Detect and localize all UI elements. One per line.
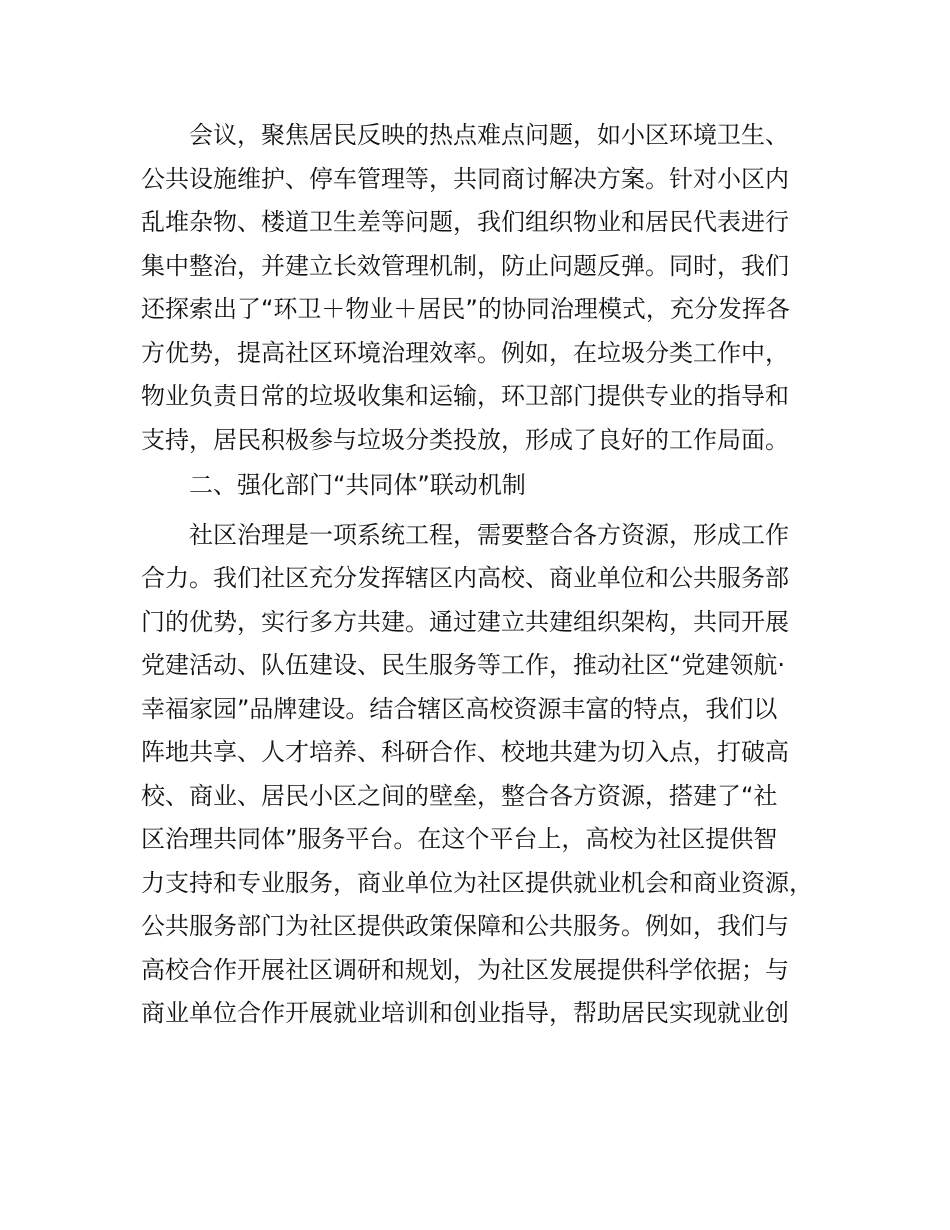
text-line: 力支持和专业服务，商业单位为社区提供就业机会和商业资源， bbox=[141, 868, 813, 897]
text-line: 集中整治，并建立长效管理机制，防止问题反弹。同时，我们 bbox=[141, 251, 789, 280]
text-line: 方优势，提高社区环境治理效率。例如，在垃圾分类工作中， bbox=[141, 338, 789, 367]
text-line: 合力。我们社区充分发挥辖区内高校、商业单位和公共服务部 bbox=[141, 564, 789, 592]
section-heading bbox=[141, 464, 841, 508]
text-line: 支持，居民积极参与垃圾分类投放，形成了良好的工作局面。 bbox=[141, 425, 789, 454]
section-heading-text: 二、强化部门“共同体”联动机制 bbox=[189, 471, 526, 499]
text-line: 幸福家园”品牌建设。结合辖区高校资源丰富的特点，我们以 bbox=[141, 694, 778, 723]
text-line: 社区治理是一项系统工程，需要整合各方资源，形成工作 bbox=[189, 520, 789, 549]
paragraph-section-two bbox=[141, 514, 841, 1036]
text-line: 公共设施维护、停车管理等，共同商讨解决方案。针对小区内 bbox=[141, 164, 789, 193]
text-line: 物业负责日常的垃圾收集和运输，环卫部门提供专业的指导和 bbox=[141, 382, 789, 410]
text-line: 门的优势，实行多方共建。通过建立共建组织架构，共同开展 bbox=[141, 607, 789, 636]
text-line: 阵地共享、人才培养、科研合作、校地共建为切入点，打破高 bbox=[141, 738, 789, 766]
text-line: 会议，聚焦居民反映的热点难点问题，如小区环境卫生、 bbox=[189, 121, 789, 149]
text-line: 校、商业、居民小区之间的壁垒，整合各方资源，搭建了“社 bbox=[141, 781, 778, 810]
text-line: 商业单位合作开展就业培训和创业指导，帮助居民实现就业创 bbox=[141, 999, 789, 1027]
text-line: 还探索出了“环卫＋物业＋居民”的协同治理模式，充分发挥各 bbox=[141, 295, 790, 323]
text-line: 乱堆杂物、楼道卫生差等问题，我们组织物业和居民代表进行 bbox=[141, 208, 789, 236]
text-line: 区治理共同体”服务平台。在这个平台上，高校为社区提供智 bbox=[141, 825, 778, 853]
text-line: 党建活动、队伍建设、民生服务等工作，推动社区“党建领航· bbox=[141, 651, 786, 679]
document-body bbox=[141, 114, 841, 1036]
text-line: 高校合作开展社区调研和规划，为社区发展提供科学依据；与 bbox=[141, 955, 789, 984]
text-line: 公共服务部门为社区提供政策保障和公共服务。例如，我们与 bbox=[141, 912, 789, 940]
paragraph-continuation bbox=[141, 114, 841, 462]
